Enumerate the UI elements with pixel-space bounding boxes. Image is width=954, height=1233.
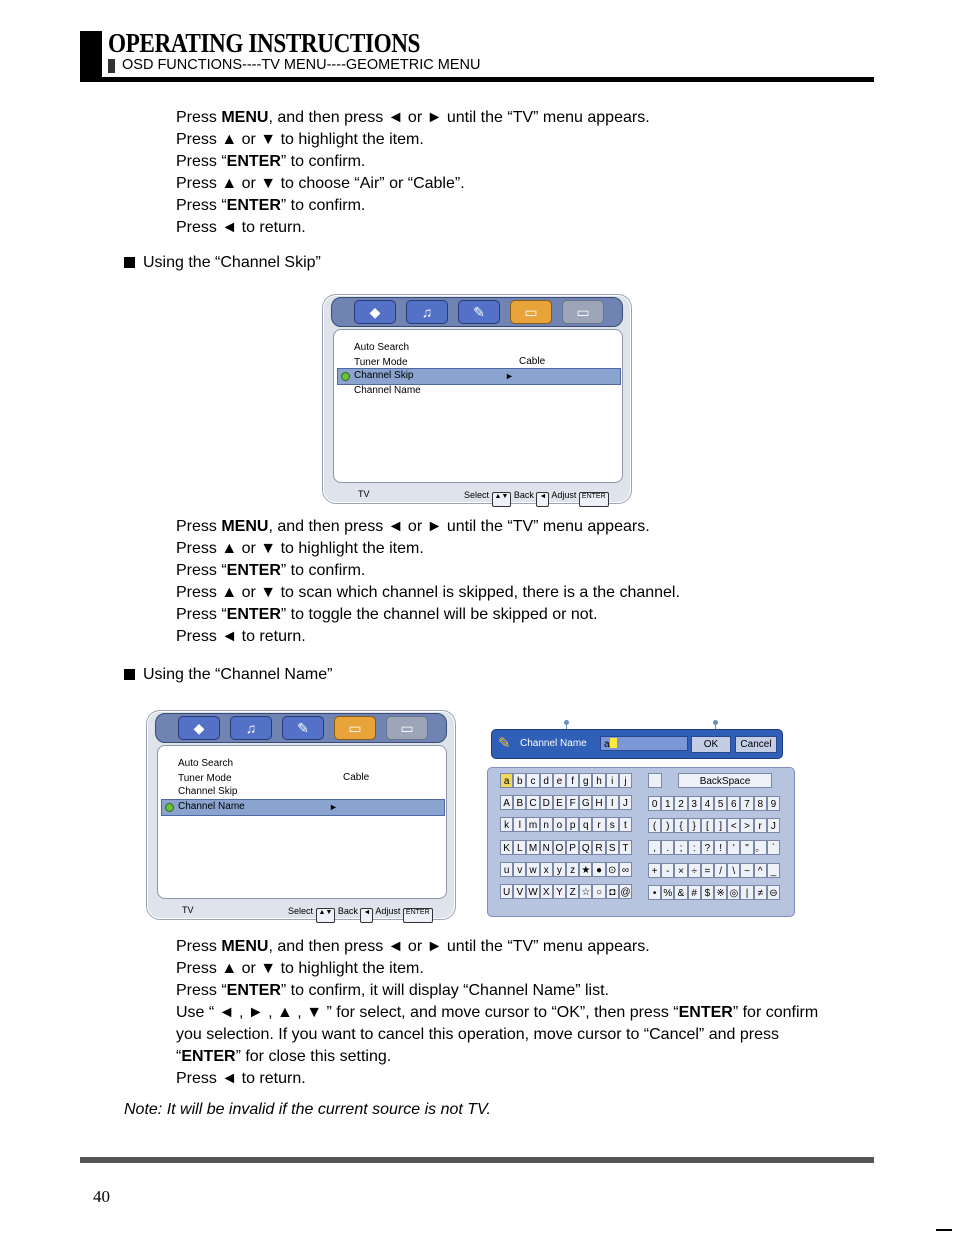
channel-name-input[interactable]: a (600, 736, 688, 751)
key[interactable]: E (553, 795, 566, 810)
right-arrow-icon: ► (505, 371, 514, 381)
key[interactable]: - (661, 863, 674, 878)
key[interactable]: v (513, 862, 526, 877)
key[interactable]: > (740, 818, 753, 833)
key[interactable]: ` (767, 840, 780, 855)
key[interactable]: ÷ (688, 863, 701, 878)
step: Press ◄ to return. (176, 628, 306, 645)
page-subtitle: OSD FUNCTIONS----TV MENU----GEOMETRIC MENU (122, 57, 481, 73)
key[interactable]: Z (566, 884, 579, 899)
key[interactable]: 1 (661, 796, 674, 811)
key[interactable]: f (566, 773, 579, 788)
setup-icon: ✎ (282, 716, 324, 740)
keyboard-row (500, 795, 632, 812)
key[interactable]: Y (553, 884, 566, 899)
key[interactable]: { (674, 818, 687, 833)
key[interactable]: J (767, 818, 780, 833)
key[interactable]: ★ (579, 862, 592, 877)
step: Press “ENTER” to confirm. (176, 153, 366, 170)
setup-icon: ✎ (458, 300, 500, 324)
footer-rule (80, 1157, 874, 1163)
key[interactable]: " (740, 840, 753, 855)
key[interactable]: × (674, 863, 687, 878)
left-key-icon: ◄ (536, 492, 549, 507)
key[interactable]: ● (592, 862, 605, 877)
channel-name-label: Channel Name (520, 738, 587, 749)
key[interactable]: 5 (714, 796, 727, 811)
key[interactable]: . (661, 840, 674, 855)
key[interactable]: F (566, 795, 579, 810)
square-bullet-icon (124, 257, 135, 268)
header-rule (80, 77, 874, 82)
key[interactable]: h (592, 773, 605, 788)
step: Press MENU, and then press ◄ or ► until the “TV” menu appears. (176, 938, 650, 955)
key[interactable]: 2 (674, 796, 687, 811)
section-heading-skip: Using the “Channel Skip” (124, 254, 321, 272)
subtitle-marker (108, 59, 115, 73)
intro-steps (176, 107, 650, 239)
key[interactable]: ] (714, 818, 727, 833)
tv-icon: ▭ (334, 716, 376, 740)
text-cursor (610, 738, 617, 748)
key[interactable]: ! (714, 840, 727, 855)
pc-icon: ▭ (562, 300, 604, 324)
right-arrow-icon: ► (329, 802, 338, 812)
step: Press “ENTER” to confirm. (176, 197, 366, 214)
key[interactable]: } (688, 818, 701, 833)
status-hints: Select ▲▼ Back ◄ Adjust ENTER (464, 490, 609, 507)
key[interactable]: U (500, 884, 513, 899)
key[interactable]: r (754, 818, 767, 833)
key[interactable]: ⊖ (767, 885, 780, 900)
key[interactable]: Q (579, 840, 592, 855)
key[interactable]: G (579, 795, 592, 810)
audio-icon: ♫ (230, 716, 272, 740)
key[interactable]: : (688, 840, 701, 855)
menu-item-tuner-mode[interactable]: Tuner Mode (354, 357, 408, 368)
menu-item-auto-search[interactable]: Auto Search (178, 758, 234, 769)
key[interactable]: ? (701, 840, 714, 855)
key[interactable]: 。 (754, 840, 767, 855)
key[interactable]: , (648, 840, 661, 855)
osd-tv-menu-skip (322, 294, 632, 504)
key[interactable]: ' (727, 840, 740, 855)
key[interactable]: 8 (754, 796, 767, 811)
keyboard-row (500, 862, 632, 879)
key[interactable]: ( (648, 818, 661, 833)
key[interactable]: / (714, 863, 727, 878)
picture-icon: ◆ (354, 300, 396, 324)
pin-icon (713, 720, 718, 725)
key[interactable]: w (526, 862, 539, 877)
menu-item-channel-name[interactable]: Channel Name (354, 385, 421, 396)
pc-icon: ▭ (386, 716, 428, 740)
key[interactable]: k (500, 817, 513, 832)
key[interactable]: ◘ (606, 884, 619, 899)
key[interactable]: 3 (688, 796, 701, 811)
step: Press ◄ to return. (176, 219, 306, 236)
key[interactable]: z (566, 862, 579, 877)
section-heading-name: Using the “Channel Name” (124, 666, 332, 684)
key[interactable]: _ (767, 863, 780, 878)
key[interactable]: e (553, 773, 566, 788)
menu-item-tuner-mode[interactable]: Tuner Mode (178, 773, 232, 784)
step: Use “ ◄ , ► , ▲ , ▼ ” for select, and move cursor to “OK”, then press “ENTER” for confirm you selection. If you want to cancel this operation, move cursor to “Cancel” and press “ENTER” for close this setting. (176, 1004, 819, 1065)
osd-menu-panel (157, 745, 447, 899)
key[interactable]: ; (674, 840, 687, 855)
tuner-mode-value: Cable (519, 356, 546, 367)
key[interactable]: R (592, 840, 605, 855)
page-title: OPERATING INSTRUCTIONS (108, 28, 421, 58)
key[interactable]: 9 (767, 796, 780, 811)
osd-icon-bar (155, 713, 447, 743)
key[interactable]: + (648, 863, 661, 878)
step: Press “ENTER” to toggle the channel will be skipped or not. (176, 606, 598, 623)
enter-key-icon: ENTER (403, 908, 433, 923)
step: Press ▲ or ▼ to highlight the item. (176, 960, 424, 977)
key[interactable]: u (500, 862, 513, 877)
key[interactable]: $ (701, 885, 714, 900)
note-text: Note: It will be invalid if the current source is not TV. (124, 1101, 491, 1118)
key[interactable]: m (526, 817, 539, 832)
name-steps (176, 936, 836, 1090)
key[interactable]: s (606, 817, 619, 832)
key[interactable]: N (540, 840, 553, 855)
audio-icon: ♫ (406, 300, 448, 324)
tv-icon: ▭ (510, 300, 552, 324)
key[interactable]: • (648, 885, 661, 900)
key[interactable]: # (688, 885, 701, 900)
keyboard-row (648, 863, 780, 880)
key[interactable]: P (566, 840, 579, 855)
step: Press ▲ or ▼ to highlight the item. (176, 540, 424, 557)
key[interactable]: q (579, 817, 592, 832)
ok-button[interactable]: OK (691, 736, 731, 753)
key[interactable]: < (727, 818, 740, 833)
menu-item-channel-name[interactable]: Channel Name (178, 801, 245, 812)
osd-tv-menu-name (146, 710, 456, 920)
key[interactable]: ~ (740, 863, 753, 878)
key[interactable]: 6 (727, 796, 740, 811)
key[interactable]: j (619, 773, 632, 788)
updown-key-icon: ▲▼ (316, 908, 336, 923)
key[interactable]: ^ (754, 863, 767, 878)
key[interactable]: H (592, 795, 605, 810)
key[interactable]: r (592, 817, 605, 832)
skip-steps (176, 516, 680, 648)
keyboard-row (500, 773, 632, 790)
menu-item-channel-skip[interactable]: Channel Skip (178, 786, 238, 797)
key[interactable]: y (553, 862, 566, 877)
status-source: TV (358, 489, 370, 499)
key[interactable]: x (540, 862, 553, 877)
status-source: TV (182, 905, 194, 915)
enter-key-icon: ENTER (579, 492, 609, 507)
key[interactable]: J (619, 795, 632, 810)
key[interactable]: W (526, 884, 539, 899)
keyboard-row (648, 885, 780, 902)
key[interactable]: ) (661, 818, 674, 833)
channel-name-dialog-header (491, 729, 783, 759)
selection-dot-icon (165, 803, 174, 812)
key[interactable]: ☆ (579, 884, 592, 899)
updown-key-icon: ▲▼ (492, 492, 512, 507)
key[interactable]: ≠ (754, 885, 767, 900)
key[interactable]: L (513, 840, 526, 855)
key[interactable]: p (566, 817, 579, 832)
keyboard-row (500, 817, 632, 834)
key[interactable]: T (619, 840, 632, 855)
key[interactable]: V (513, 884, 526, 899)
status-hints: Select ▲▼ Back ◄ Adjust ENTER (288, 906, 433, 923)
step: Press MENU, and then press ◄ or ► until the “TV” menu appears. (176, 109, 650, 126)
key[interactable]: l (513, 817, 526, 832)
keyboard-row (500, 840, 632, 857)
corner-mark (936, 1229, 952, 1231)
key[interactable]: A (500, 795, 513, 810)
step: Press ◄ to return. (176, 1070, 306, 1087)
key[interactable]: \ (727, 863, 740, 878)
picture-icon: ◆ (178, 716, 220, 740)
blank-key[interactable] (648, 773, 662, 788)
key[interactable]: 0 (648, 796, 661, 811)
key[interactable]: 7 (740, 796, 753, 811)
key[interactable]: | (740, 885, 753, 900)
key[interactable]: n (540, 817, 553, 832)
key[interactable]: ※ (714, 885, 727, 900)
key[interactable]: M (526, 840, 539, 855)
key[interactable]: b (513, 773, 526, 788)
key[interactable]: ⊙ (606, 862, 619, 877)
key[interactable]: g (579, 773, 592, 788)
key[interactable]: & (674, 885, 687, 900)
key[interactable]: c (526, 773, 539, 788)
keyboard-row (648, 840, 780, 857)
key[interactable]: D (540, 795, 553, 810)
step: Press “ENTER” to confirm. (176, 562, 366, 579)
step: Press MENU, and then press ◄ or ► until the “TV” menu appears. (176, 518, 650, 535)
key[interactable]: d (540, 773, 553, 788)
key[interactable]: = (701, 863, 714, 878)
key[interactable]: S (606, 840, 619, 855)
keyboard-row (648, 818, 780, 835)
page-number: 40 (93, 1187, 110, 1206)
key[interactable]: i (606, 773, 619, 788)
key[interactable]: O (553, 840, 566, 855)
on-screen-keyboard (487, 767, 795, 917)
osd-icon-bar (331, 297, 623, 327)
key[interactable]: t (619, 817, 632, 832)
left-key-icon: ◄ (360, 908, 373, 923)
key[interactable]: I (606, 795, 619, 810)
step: Press “ENTER” to confirm, it will display “Channel Name” list. (176, 982, 609, 999)
menu-item-channel-skip[interactable]: Channel Skip (354, 370, 414, 381)
key[interactable]: ○ (592, 884, 605, 899)
step: Press ▲ or ▼ to scan which channel is skipped, there is a the channel. (176, 584, 680, 601)
key[interactable]: o (553, 817, 566, 832)
key[interactable]: ◎ (727, 885, 740, 900)
pencil-icon: ✎ (498, 735, 511, 752)
keyboard-row (500, 884, 632, 901)
key[interactable]: B (513, 795, 526, 810)
key[interactable]: % (661, 885, 674, 900)
key[interactable]: C (526, 795, 539, 810)
osd-menu-panel (333, 329, 623, 483)
key[interactable]: ∞ (619, 862, 632, 877)
key[interactable]: a (500, 773, 513, 788)
selection-dot-icon (341, 372, 350, 381)
key[interactable]: [ (701, 818, 714, 833)
key[interactable]: X (540, 884, 553, 899)
backspace-button[interactable]: BackSpace (678, 773, 772, 788)
pin-icon (564, 720, 569, 725)
step: Press ▲ or ▼ to highlight the item. (176, 131, 424, 148)
key[interactable]: @ (619, 884, 632, 899)
square-bullet-icon (124, 669, 135, 680)
menu-item-auto-search[interactable]: Auto Search (354, 342, 410, 353)
cancel-button[interactable]: Cancel (735, 736, 777, 753)
key[interactable]: 4 (701, 796, 714, 811)
step: Press ▲ or ▼ to choose “Air” or “Cable”. (176, 175, 465, 192)
header-block (80, 31, 102, 77)
keyboard-row (648, 796, 780, 813)
key[interactable]: K (500, 840, 513, 855)
tuner-mode-value: Cable (343, 772, 370, 783)
